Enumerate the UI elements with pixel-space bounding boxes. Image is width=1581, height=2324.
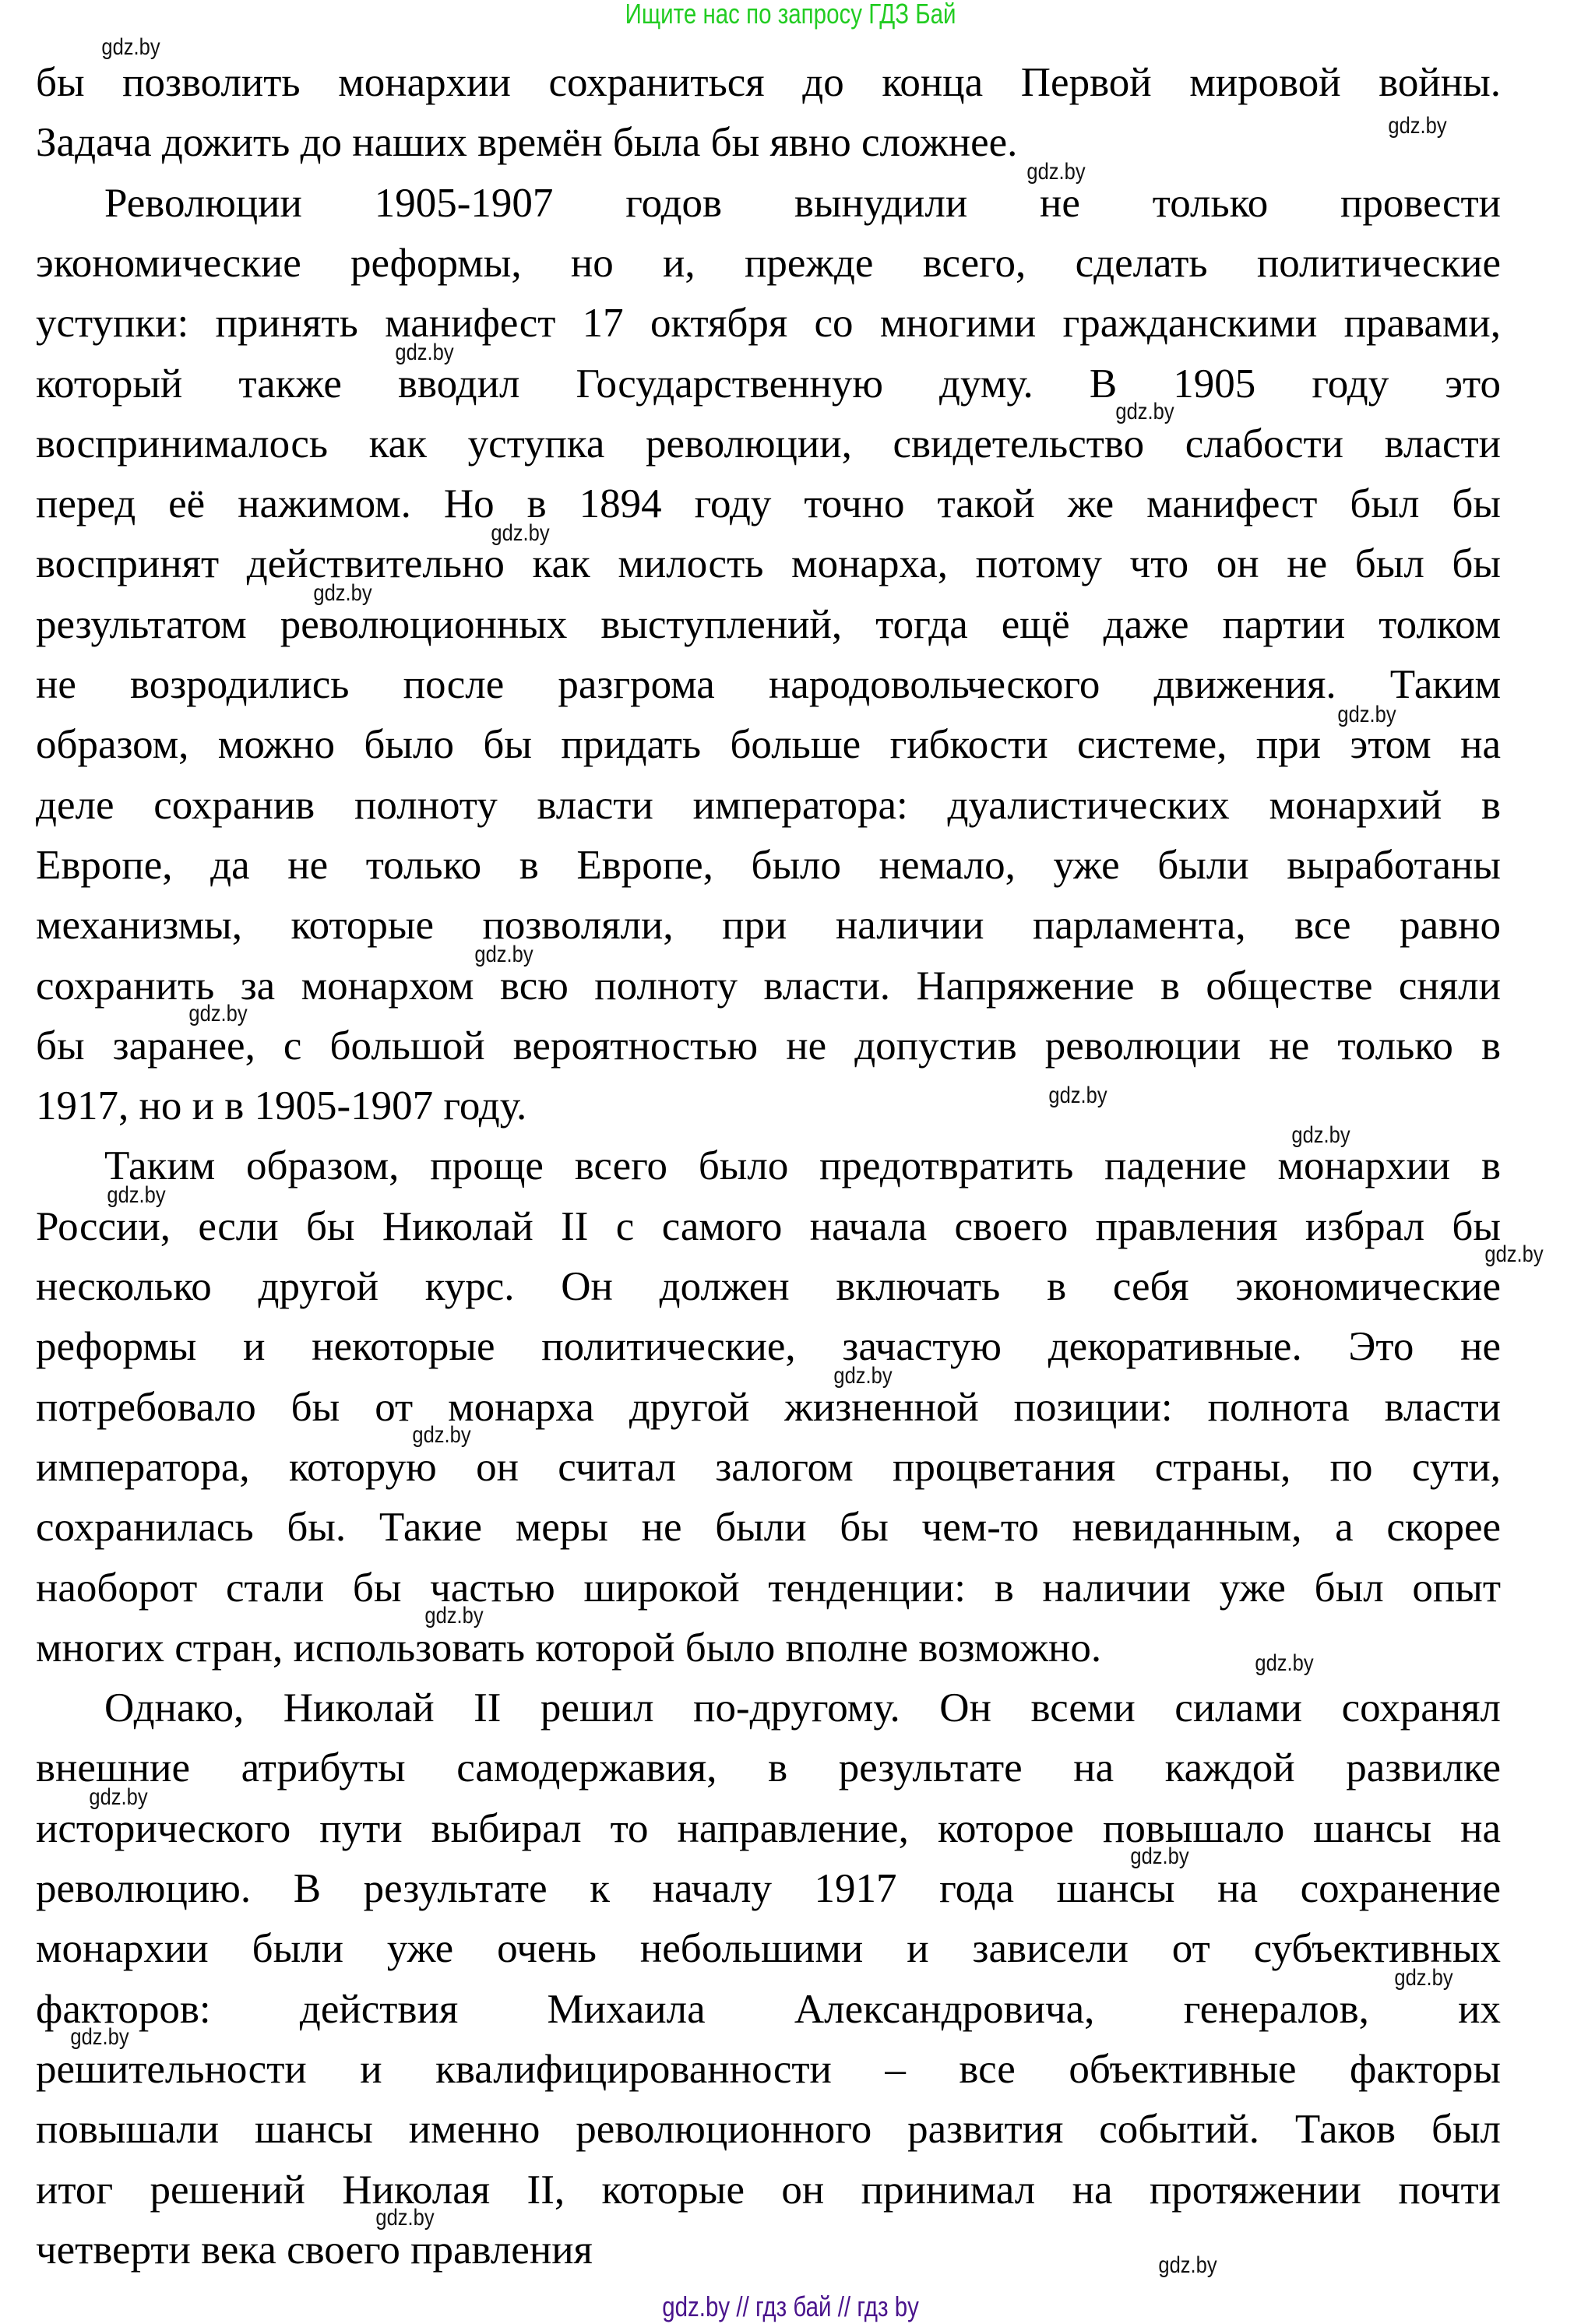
watermark: gdz.by: [1026, 158, 1086, 185]
watermark: gdz.by: [89, 1783, 148, 1810]
text-line: сохранилась бы. Такие меры не были бы чем-то невиданным, а скорее: [36, 1505, 1501, 1551]
watermark: gdz.by: [100, 33, 160, 60]
watermark: gdz.by: [313, 579, 372, 606]
text-line: несколько другой курс. Он должен включать в себя экономические: [36, 1264, 1501, 1309]
text-line: внешние атрибуты самодержавия, в результате на каждой развилке: [36, 1745, 1501, 1791]
text-line: Однако, Николай II решил по-другому. Он всеми силами сохранял: [104, 1685, 1501, 1731]
text-line: наоборот стали бы частью широкой тенденции: в наличии уже был опыт: [36, 1565, 1501, 1611]
text-line: Задача дожить до наших времён была бы явно сложнее.: [36, 120, 1018, 166]
text-line: Революции 1905-1907 годов вынудили не только провести: [104, 180, 1501, 226]
watermark: gdz.by: [424, 1603, 484, 1629]
text-line: уступки: принять манифест 17 октября со многими гражданскими правами,: [36, 301, 1501, 347]
watermark: gdz.by: [491, 520, 550, 547]
watermark: gdz.by: [1337, 701, 1397, 727]
watermark: gdz.by: [1484, 1241, 1544, 1267]
text-line: результатом революционных выступлений, тогда ещё даже партии толком: [36, 601, 1501, 647]
text-line: сохранить за монархом всю полноту власти. Напряжение в обществе сняли: [36, 963, 1501, 1009]
watermark: gdz.by: [1115, 399, 1174, 425]
text-line: итог решений Николая II, которые он принимал на протяжении почти: [36, 2167, 1501, 2213]
text-line: который также вводил Государственную думу. В 1905 году это: [36, 361, 1501, 407]
watermark: gdz.by: [1130, 1843, 1189, 1869]
text-line: воспринималось как уступка революции, свидетельство слабости власти: [36, 421, 1501, 467]
text-line: императора, которую он считал залогом процветания страны, по сути,: [36, 1444, 1501, 1490]
text-line: решительности и квалифицированности – все объективные факторы: [36, 2046, 1501, 2092]
text-line: образом, можно было бы придать больше гибкости системе, при этом на: [36, 722, 1501, 768]
text-line: механизмы, которые позволяли, при наличии парламента, все равно: [36, 903, 1501, 949]
watermark: gdz.by: [1255, 1650, 1314, 1677]
text-line: потребовало бы от монарха другой жизненной позиции: полнота власти: [36, 1384, 1501, 1430]
watermark: gdz.by: [833, 1362, 893, 1389]
footer-links[interactable]: [0, 2290, 1581, 2324]
footer-text[interactable]: gdz.by // гдз бай // гдз by: [662, 2291, 919, 2322]
watermark: gdz.by: [412, 1422, 471, 1449]
watermark: gdz.by: [375, 2205, 435, 2231]
text-line: экономические реформы, но и, прежде всего, сделать политические: [36, 240, 1501, 286]
watermark: gdz.by: [107, 1181, 166, 1208]
text-line: революцию. В результате к началу 1917 года шансы на сохранение: [36, 1866, 1501, 1911]
watermark: gdz.by: [188, 1001, 248, 1027]
text-line: не возродились после разгрома народовольческого движения. Таким: [36, 662, 1501, 707]
watermark: gdz.by: [1048, 1083, 1107, 1109]
watermark: gdz.by: [474, 942, 533, 968]
text-line: монархии были уже очень небольшими и зависели от субъективных: [36, 1926, 1501, 1972]
watermark: gdz.by: [394, 340, 454, 366]
text-line: перед её нажимом. Но в 1894 году точно такой же манифест был бы: [36, 481, 1501, 527]
text-line: воспринят действительно как милость монарха, потому что он не был бы: [36, 541, 1501, 587]
watermark: gdz.by: [1158, 2252, 1217, 2279]
text-line: четверти века своего правления: [36, 2227, 593, 2273]
text-line: бы заранее, с большой вероятностью не допустив революции не только в: [36, 1023, 1501, 1069]
text-line: России, если бы Николай II с самого начала своего правления избрал бы: [36, 1203, 1501, 1249]
text-line: Таким образом, проще всего было предотвратить падение монархии в: [104, 1143, 1501, 1189]
text-line: Европе, да не только в Европе, было немало, уже были выработаны: [36, 842, 1501, 888]
watermark: gdz.by: [1291, 1122, 1351, 1149]
text-line: многих стран, использовать которой было вполне возможно.: [36, 1625, 1102, 1671]
text-line: бы позволить монархии сохраниться до конца Первой мировой войны.: [36, 60, 1501, 105]
text-line: 1917, но и в 1905-1907 году.: [36, 1083, 527, 1129]
text-line: факторов: действия Михаила Александровича, генералов, их: [36, 1986, 1501, 2032]
search-banner-text: Ищите нас по запросу ГДЗ Бай: [625, 0, 956, 30]
watermark: gdz.by: [69, 2024, 129, 2051]
watermark: gdz.by: [1388, 112, 1447, 139]
text-line: исторического пути выбирал то направление, которое повышало шансы на: [36, 1805, 1501, 1851]
text-line: повышали шансы именно революционного развития событий. Таков был: [36, 2107, 1501, 2153]
text-line: деле сохранив полноту власти императора: дуалистических монархий в: [36, 782, 1501, 828]
search-banner: [0, 0, 1581, 31]
watermark: gdz.by: [1394, 1964, 1453, 1991]
text-line: реформы и некоторые политические, зачастую декоративные. Это не: [36, 1324, 1501, 1370]
